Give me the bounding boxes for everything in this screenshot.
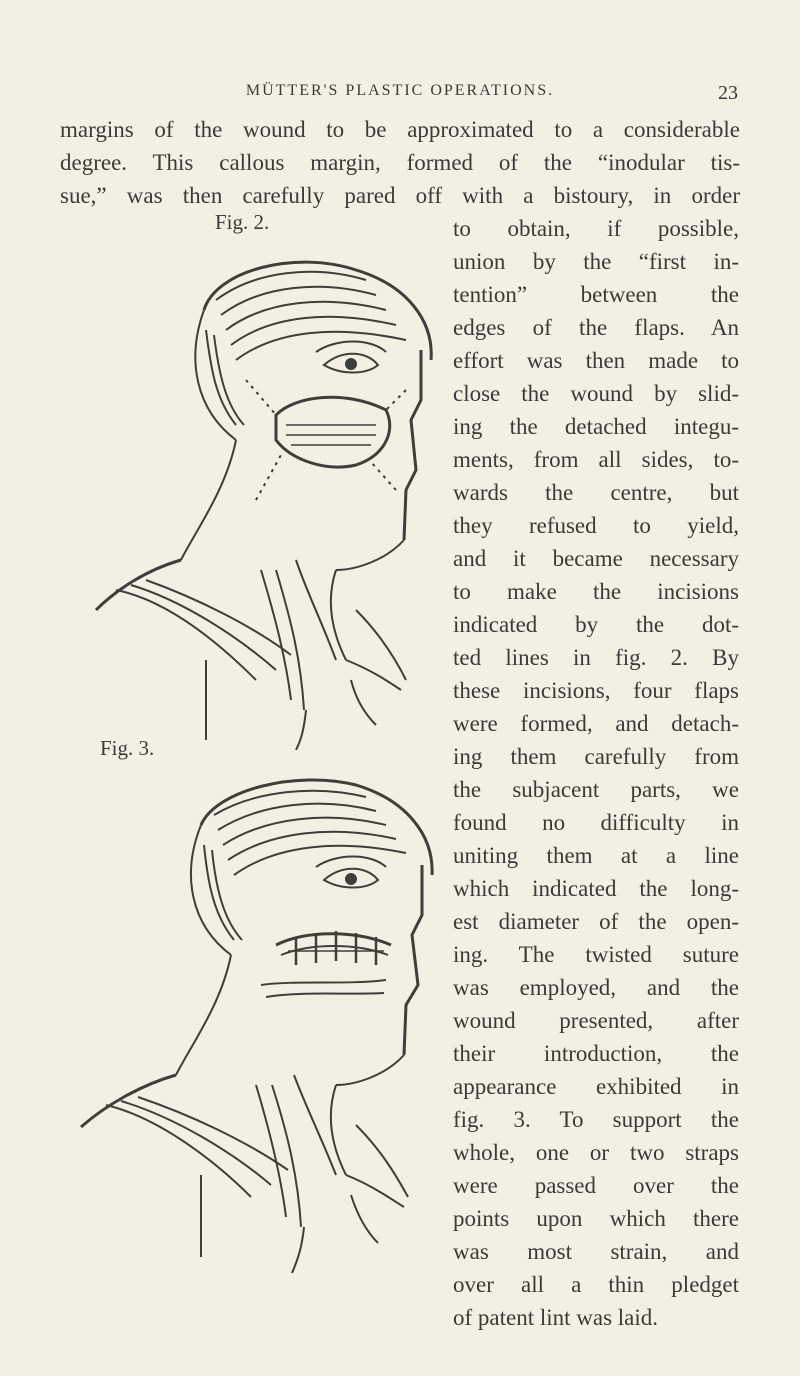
body-line-3: sue,” was then carefully pared off with a bistoury, in order [60, 183, 740, 208]
body-line-2: degree. This callous margin, formed of the “inodular tis- [60, 150, 740, 175]
column-line: found no difficulty in [453, 810, 739, 835]
column-line: over all a thin pledget [453, 1272, 739, 1297]
column-line: est diameter of the open- [453, 909, 739, 934]
column-line: which indicated the long- [453, 876, 739, 901]
page-number: 23 [718, 82, 738, 104]
column-line: uniting them at a line [453, 843, 739, 868]
fig-2-svg [86, 240, 446, 750]
fig-3-svg [66, 765, 446, 1285]
column-line: tention” between the [453, 282, 739, 307]
column-line: ing the detached integu- [453, 414, 739, 439]
column-line: ing them carefully from [453, 744, 739, 769]
column-line: the subjacent parts, we [453, 777, 739, 802]
column-line: indicated by the dot- [453, 612, 739, 637]
column-line: were passed over the [453, 1173, 739, 1198]
fig-3-illustration [66, 765, 446, 1285]
column-line: these incisions, four flaps [453, 678, 739, 703]
column-line: close the wound by slid- [453, 381, 739, 406]
column-line: ments, from all sides, to- [453, 447, 739, 472]
running-title: MÜTTER'S PLASTIC OPERATIONS. [245, 82, 555, 99]
column-line: effort was then made to [453, 348, 739, 373]
column-line: wards the centre, but [453, 480, 739, 505]
column-line: edges of the flaps. An [453, 315, 739, 340]
column-line: their introduction, the [453, 1041, 739, 1066]
column-line: fig. 3. To support the [453, 1107, 739, 1132]
column-line: wound presented, after [453, 1008, 739, 1033]
page-header [0, 82, 800, 106]
fig-2-illustration [86, 240, 446, 750]
column-line: to obtain, if possible, [453, 216, 739, 241]
column-line: and it became necessary [453, 546, 739, 571]
fig-3-label: Fig. 3. [100, 736, 155, 760]
column-line: of patent lint was laid. [453, 1305, 659, 1330]
column-line: they refused to yield, [453, 513, 739, 538]
column-line: points upon which there [453, 1206, 739, 1231]
column-line: ing. The twisted suture [453, 942, 739, 967]
column-line: union by the “first in- [453, 249, 739, 274]
body-line-1: margins of the wound to be approximated to a considerable [60, 117, 740, 142]
fig-2-label: Fig. 2. [215, 210, 270, 234]
column-line: were formed, and detach- [453, 711, 739, 736]
column-line: appearance exhibited in [453, 1074, 739, 1099]
column-line: ted lines in fig. 2. By [453, 645, 739, 670]
column-line: was most strain, and [453, 1239, 739, 1264]
column-line: whole, one or two straps [453, 1140, 739, 1165]
column-line: to make the incisions [453, 579, 739, 604]
column-line: was employed, and the [453, 975, 739, 1000]
